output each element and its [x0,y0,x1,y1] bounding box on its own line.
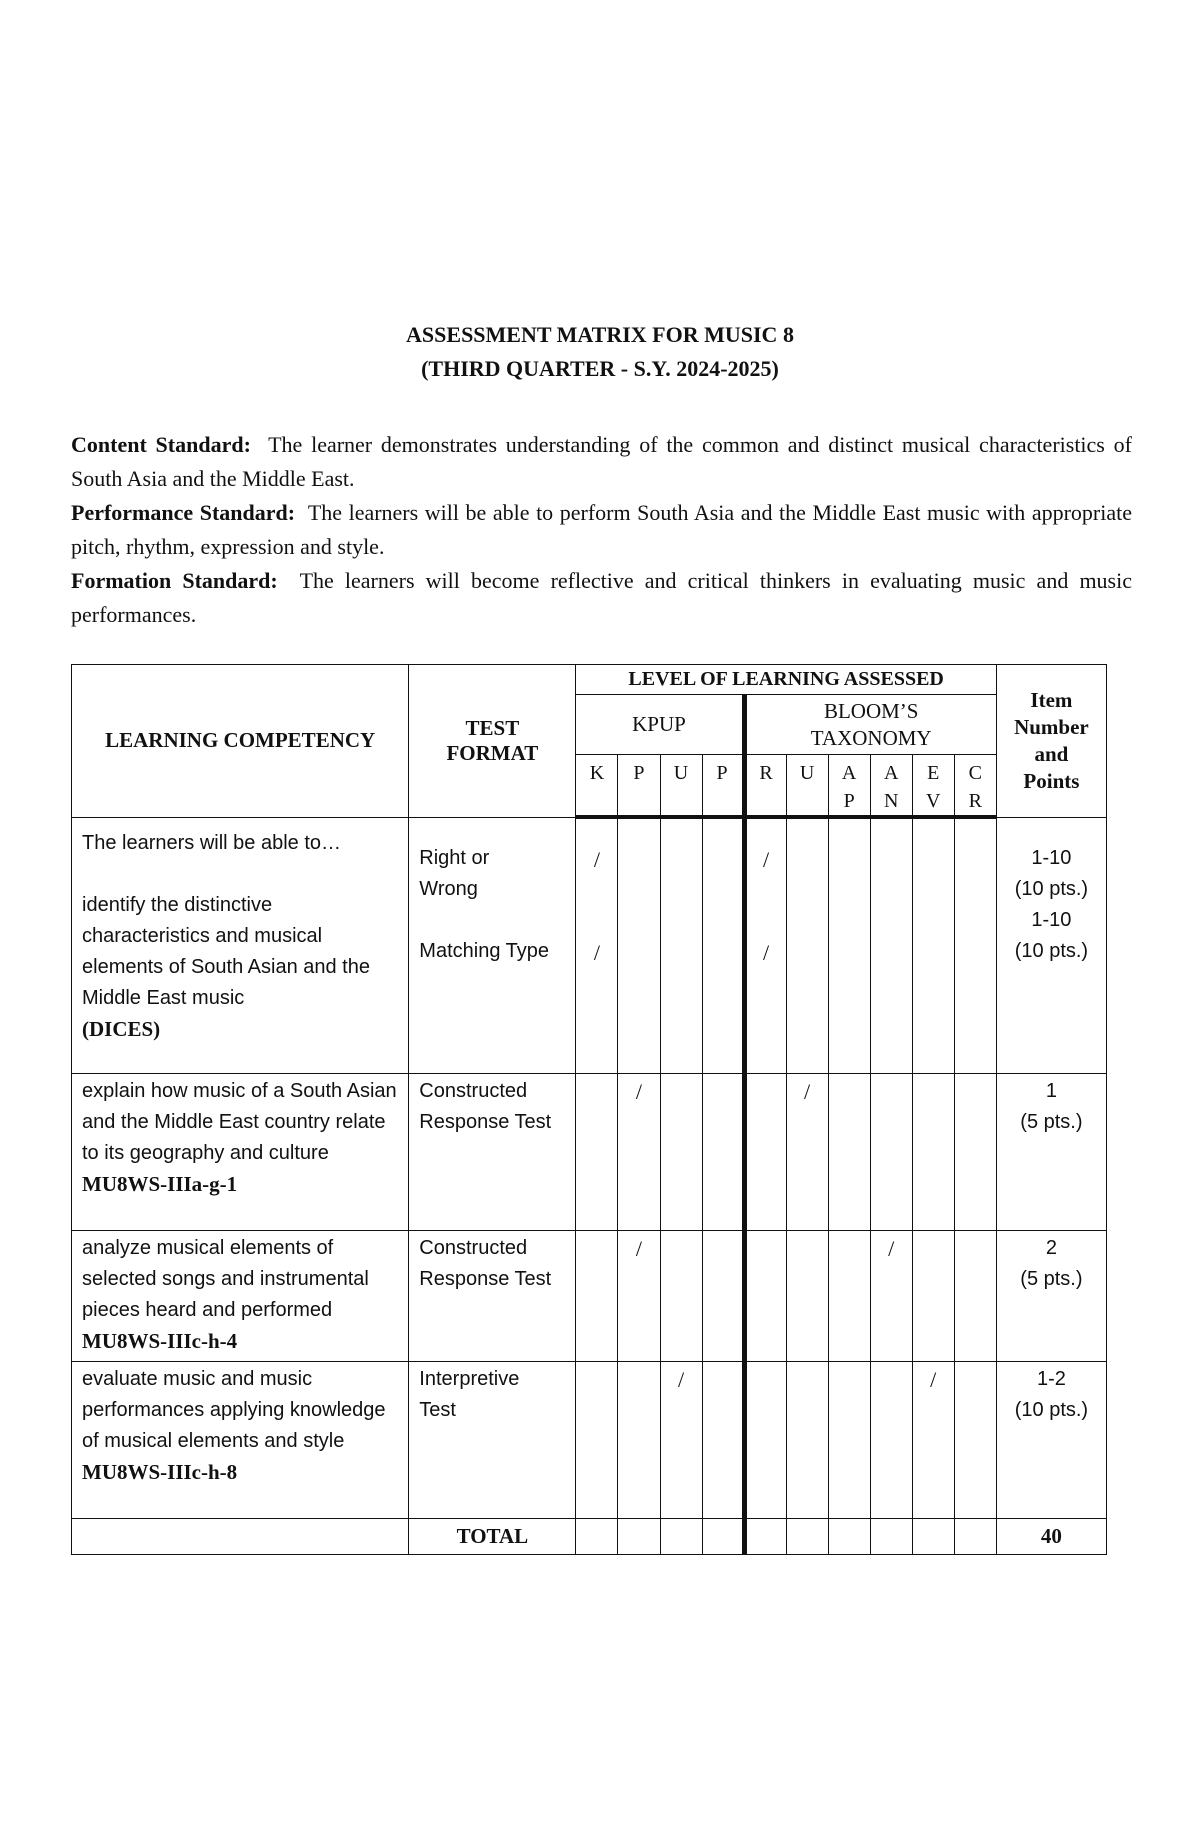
total-cell-ap [828,1518,870,1554]
items-line2: (5 pts.) [1020,1110,1083,1133]
mark-cell-p2 [702,817,744,1073]
mark-cell-ap [828,1073,870,1230]
items-line1: 1-2 [1036,1367,1066,1390]
header-items-line2: Number [1014,714,1089,739]
header-col-an-l2: N [883,790,899,812]
header-col-cr-l1: C [968,762,982,784]
items-line2: (10 pts.) [1014,1398,1089,1421]
mark-cell-k [576,1230,618,1361]
mark-cell-cr [954,1361,996,1518]
header-col-ap-l2: P [843,790,855,812]
header-col-u2 [786,755,828,818]
header-col-ap [828,755,870,818]
header-col-ev-l1: E [927,762,940,784]
header-col-p2: P [702,755,744,818]
header-blooms-line1: BLOOM’S [823,698,919,723]
test-format-cell: Constructed Response Test [409,1230,576,1361]
competency-intro: The learners will be able to… [82,831,342,854]
item-points-cell [996,1230,1106,1361]
mark-cell-k [576,817,618,1073]
mark-cell-u: / [660,1361,702,1518]
items-line1: 2 [1045,1236,1057,1259]
document-title [0,318,1200,386]
mark-k-1: / [593,847,601,872]
header-blooms-taxonomy [744,695,996,755]
mark-cell-r [744,817,786,1073]
header-item-number-points [996,665,1106,818]
total-cell-k [576,1518,618,1554]
item-points-cell [996,1361,1106,1518]
mark-cell-ap [828,817,870,1073]
content-standard-label: Content Standard: [71,432,251,457]
mark-cell-p2 [702,1230,744,1361]
assessment-matrix-table [71,664,1107,1555]
mark-cell-p2 [702,1073,744,1230]
mark-cell-p: / [618,1073,660,1230]
header-blooms-line2: TAXONOMY [810,725,932,750]
competency-cell [72,1230,409,1361]
mark-cell-ap [828,1361,870,1518]
total-value: 40 [996,1518,1106,1554]
mark-cell-an [870,1073,912,1230]
competency-cell [72,1361,409,1518]
header-items-line4: Points [1023,768,1080,793]
competency-text: analyze musical elements of selected songs and instrumental pieces heard and performed [82,1236,369,1321]
mark-cell-u [660,1073,702,1230]
mark-cell-an: / [870,1230,912,1361]
mark-cell-ev [912,817,954,1073]
mark-cell-ev: / [912,1361,954,1518]
items-1-line1: 1-10 [1031,846,1072,869]
table-row [72,1361,1107,1518]
test-format-cell [409,1361,576,1518]
title-line-2: (THIRD QUARTER - S.Y. 2024-2025) [421,356,779,381]
title-line-1: ASSESSMENT MATRIX FOR MUSIC 8 [406,322,794,347]
formation-standard-label: Formation Standard: [71,568,278,593]
mark-cell-u2: / [786,1073,828,1230]
total-cell-ev [912,1518,954,1554]
header-col-cr [954,755,996,818]
header-col-u: U [660,755,702,818]
mark-cell-r [744,1230,786,1361]
mark-cell-p [618,1361,660,1518]
total-cell-u2 [786,1518,828,1554]
mark-cell-u2 [786,1230,828,1361]
header-kpup: KPUP [576,695,744,755]
header-row-1 [72,665,1107,695]
mark-cell-p [618,817,660,1073]
mark-cell-ev [912,1073,954,1230]
competency-code: MU8WS-IIIa-g-1 [82,1171,238,1196]
header-items-line3: and [1034,741,1069,766]
total-empty-cell [72,1518,409,1554]
header-col-an-l1: A [883,762,899,784]
competency-text: explain how music of a South Asian and the Middle East country relate to its geography and culture [82,1079,397,1164]
mark-cell-p: / [618,1230,660,1361]
mark-cell-k [576,1073,618,1230]
header-col-an [870,755,912,818]
mark-cell-u [660,817,702,1073]
competency-cell [72,817,409,1073]
test-format-cell [409,817,576,1073]
competency-cell [72,1073,409,1230]
items-1-line2: (10 pts.) [1014,877,1089,900]
header-col-ap-l1: A [841,762,857,784]
mark-cell-an [870,817,912,1073]
item-points-cell [996,817,1106,1073]
header-level-of-learning: LEVEL OF LEARNING ASSESSED [576,665,996,695]
header-col-k: K [576,755,618,818]
header-col-u2-l1: U [799,762,815,784]
mark-cell-r [744,1361,786,1518]
total-cell-p2 [702,1518,744,1554]
mark-r-2: / [763,940,770,965]
total-cell-cr [954,1518,996,1554]
table-row [72,1230,1107,1361]
mark-k-2: / [593,940,601,965]
performance-standard [71,496,1132,564]
mark-cell-r [744,1073,786,1230]
total-label: TOTAL [409,1518,576,1554]
mark-cell-u [660,1230,702,1361]
mark-cell-u2 [786,1361,828,1518]
test-format-text: Interpretive Test [419,1367,520,1421]
mark-cell-ev [912,1230,954,1361]
items-line1: 1 [1045,1079,1057,1102]
content-standard-text: The learner demonstrates understanding of the common and distinct musical characteristics of South Asia and the Middle East. [71,432,1132,491]
mark-cell-cr [954,817,996,1073]
header-col-ev-l2: V [925,790,941,812]
header-test-format [409,665,576,818]
competency-code: (DICES) [82,1016,161,1041]
total-cell-u [660,1518,702,1554]
header-learning-competency: LEARNING COMPETENCY [72,665,409,818]
header-test-format-line1: TEST [465,715,520,740]
performance-standard-text: The learners will be able to perform South Asia and the Middle East music with appropriate pitch, rhythm, expression and style. [71,500,1132,559]
mark-r-1: / [763,847,770,872]
header-col-r-l1: R [759,762,773,784]
content-standard [71,428,1132,496]
mark-cell-an [870,1361,912,1518]
total-cell-r [744,1518,786,1554]
table-row [72,817,1107,1073]
items-2-line1: 1-10 [1031,908,1072,931]
header-col-r [744,755,786,818]
item-points-cell [996,1073,1106,1230]
table-row [72,1073,1107,1230]
mark-cell-u2 [786,817,828,1073]
header-col-cr-l2: R [968,790,982,812]
standards-block [71,428,1132,632]
test-format-2: Matching Type [419,939,550,962]
mark-cell-k [576,1361,618,1518]
test-format-1: Right or Wrong [419,846,490,900]
header-items-line1: Item [1030,687,1073,712]
competency-code: MU8WS-IIIc-h-8 [82,1459,238,1484]
total-cell-p [618,1518,660,1554]
header-col-p: P [618,755,660,818]
items-2-line2: (10 pts.) [1014,939,1089,962]
competency-text: identify the distinctive characteristics and musical elements of South Asian and the Middle East music [82,893,370,1009]
competency-text: evaluate music and music performances applying knowledge of musical elements and style [82,1367,386,1452]
items-line2: (5 pts.) [1020,1267,1083,1290]
total-cell-an [870,1518,912,1554]
formation-standard-text: The learners will become reflective and critical thinkers in evaluating music and music performances. [71,568,1133,627]
formation-standard [71,564,1132,632]
competency-code: MU8WS-IIIc-h-4 [82,1328,238,1353]
mark-cell-cr [954,1073,996,1230]
total-row [72,1518,1107,1554]
header-test-format-line2: FORMAT [446,740,539,765]
performance-standard-label: Performance Standard: [71,500,296,525]
mark-cell-ap [828,1230,870,1361]
mark-cell-p2 [702,1361,744,1518]
test-format-cell: Constructed Response Test [409,1073,576,1230]
mark-cell-cr [954,1230,996,1361]
header-col-ev [912,755,954,818]
